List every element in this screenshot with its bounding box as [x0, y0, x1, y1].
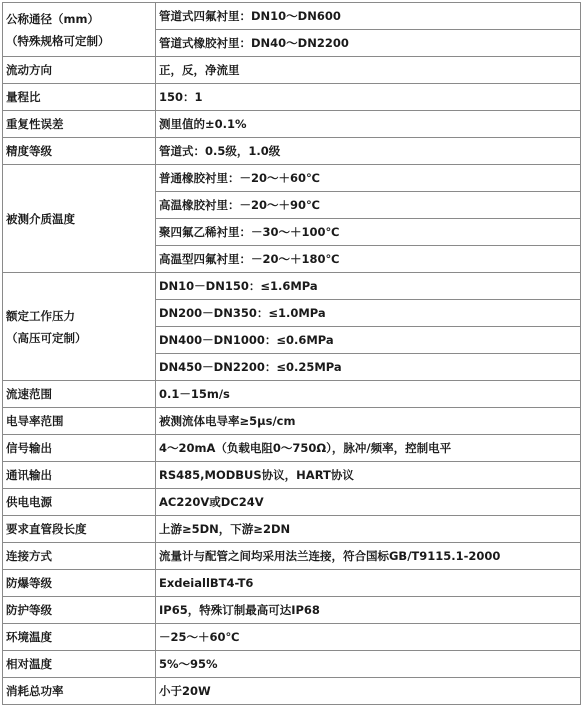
spec-label: [3, 462, 156, 489]
spec-value: 流量计与配管之间均采用法兰连接，符合国标GB/T9115.1-2000: [156, 543, 581, 570]
spec-label-line: 精度等级: [6, 144, 52, 158]
table-row: [3, 138, 581, 165]
spec-label: [3, 489, 156, 516]
spec-value: DN10－DN150：≤1.6MPa: [156, 273, 581, 300]
table-row: [3, 3, 581, 30]
table-row: [3, 543, 581, 570]
table-row: [3, 165, 581, 192]
table-row: [3, 462, 581, 489]
spec-label-line: 公称通径（mm）: [6, 11, 99, 26]
spec-label-line: 防护等级: [6, 603, 52, 617]
spec-label-line: 额定工作压力: [6, 308, 75, 323]
table-row: [3, 381, 581, 408]
spec-label: [3, 3, 156, 57]
spec-value: 普通橡胶衬里：－20～＋60℃: [156, 165, 581, 192]
spec-label: [3, 543, 156, 570]
spec-value: 0.1－15m/s: [156, 381, 581, 408]
spec-label: [3, 651, 156, 678]
spec-label: [3, 516, 156, 543]
table-row: [3, 408, 581, 435]
spec-value: 小于20W: [156, 678, 581, 705]
table-row: [3, 489, 581, 516]
spec-label-line: 相对温度: [6, 657, 52, 671]
spec-label: [3, 408, 156, 435]
spec-value: 高温型四氟衬里：－20～＋180℃: [156, 246, 581, 273]
spec-label-line: 被测介质温度: [6, 211, 75, 226]
table-row: [3, 651, 581, 678]
spec-value: －25～＋60℃: [156, 624, 581, 651]
table-row: [3, 570, 581, 597]
spec-value: IP65，特殊订制最高可达IP68: [156, 597, 581, 624]
table-row: [3, 111, 581, 138]
spec-label: [3, 624, 156, 651]
spec-table: [2, 2, 581, 705]
spec-value: 被测流体电导率≥5μs/cm: [156, 408, 581, 435]
spec-label: [3, 597, 156, 624]
spec-label-line: 要求直管段长度: [6, 522, 87, 536]
spec-label: [3, 165, 156, 273]
spec-label-line: 流动方向: [6, 63, 52, 77]
spec-label: [3, 111, 156, 138]
spec-label: [3, 84, 156, 111]
spec-label-line: 消耗总功率: [6, 684, 64, 698]
spec-value: 4～20mA（负载电阻0～750Ω），脉冲/频率，控制电平: [156, 435, 581, 462]
spec-label: [3, 57, 156, 84]
spec-value: DN200－DN350：≤1.0MPa: [156, 300, 581, 327]
spec-label-line: 重复性误差: [6, 117, 64, 131]
spec-label: [3, 678, 156, 705]
spec-table-body: [3, 3, 581, 705]
spec-value: RS485,MODBUS协议，HART协议: [156, 462, 581, 489]
table-row: [3, 678, 581, 705]
spec-label-line: 环境温度: [6, 630, 52, 644]
spec-value: ExdeiallBT4-T6: [156, 570, 581, 597]
spec-label-line: （特殊规格可定制）: [6, 33, 110, 48]
spec-label-line: 防爆等级: [6, 576, 52, 590]
spec-label-line: 流速范围: [6, 387, 52, 401]
table-row: [3, 597, 581, 624]
spec-value: 测里值的±0.1%: [156, 111, 581, 138]
table-row: [3, 516, 581, 543]
spec-value: DN400－DN1000：≤0.6MPa: [156, 327, 581, 354]
spec-value: 5%～95%: [156, 651, 581, 678]
spec-value: DN450－DN2200：≤0.25MPa: [156, 354, 581, 381]
spec-value: 上游≥5DN，下游≥2DN: [156, 516, 581, 543]
spec-value: 高温橡胶衬里：－20～＋90℃: [156, 192, 581, 219]
spec-label-line: 信号输出: [6, 441, 52, 455]
spec-label-line: 供电电源: [6, 495, 52, 509]
spec-value: 150：1: [156, 84, 581, 111]
spec-label-line: 通讯输出: [6, 468, 52, 482]
spec-label-line: （高压可定制）: [6, 330, 87, 345]
spec-label: [3, 138, 156, 165]
table-row: [3, 84, 581, 111]
spec-value: AC220V或DC24V: [156, 489, 581, 516]
spec-label-line: 量程比: [6, 90, 41, 104]
spec-label: [3, 570, 156, 597]
spec-label-line: 连接方式: [6, 549, 52, 563]
spec-value: 管道式橡胶衬里：DN40～DN2200: [156, 30, 581, 57]
spec-label: [3, 273, 156, 381]
spec-label-line: 电导率范围: [6, 414, 64, 428]
table-row: [3, 435, 581, 462]
spec-label: [3, 435, 156, 462]
table-row: [3, 624, 581, 651]
spec-label: [3, 381, 156, 408]
spec-value: 聚四氟乙稀衬里：－30～＋100℃: [156, 219, 581, 246]
spec-value: 正，反，净流里: [156, 57, 581, 84]
table-row: [3, 57, 581, 84]
table-row: [3, 273, 581, 300]
spec-value: 管道式：0.5级，1.0级: [156, 138, 581, 165]
spec-value: 管道式四氟衬里：DN10～DN600: [156, 3, 581, 30]
